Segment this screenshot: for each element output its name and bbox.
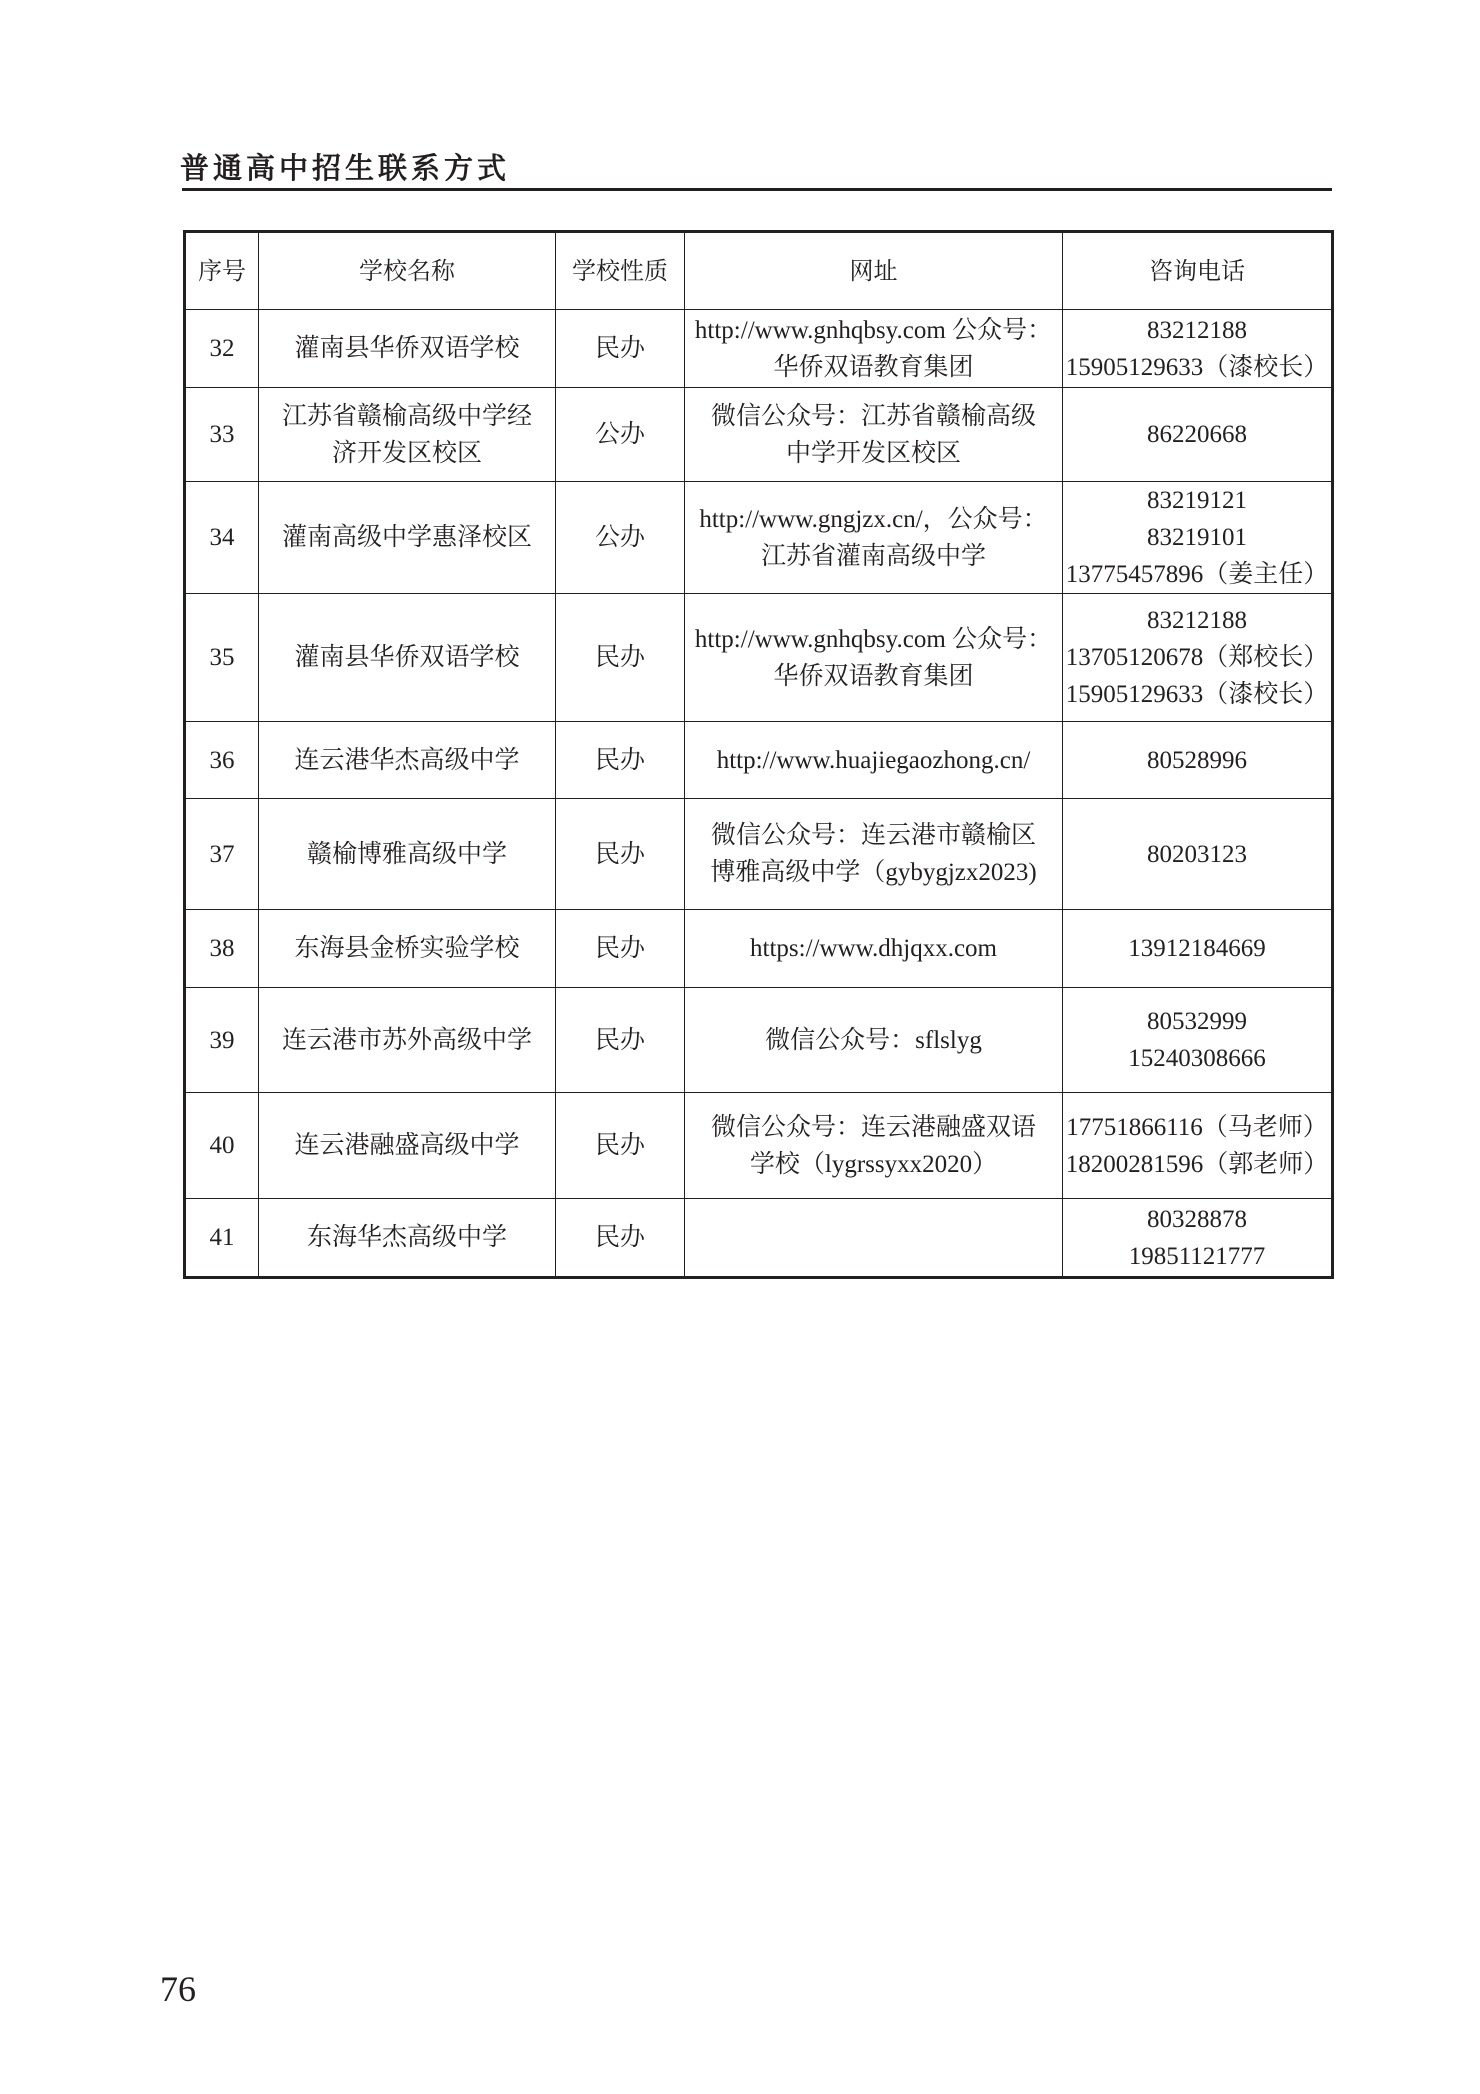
cell-phone bbox=[1063, 910, 1333, 988]
cell-phone-line: 80532999 bbox=[1147, 1008, 1247, 1035]
cell-website-line: http://www.gnhqbsy.com 公众号： bbox=[694, 316, 1053, 344]
cell-no: 41 bbox=[185, 1199, 259, 1278]
table-header-row bbox=[185, 232, 1333, 310]
cell-no: 40 bbox=[185, 1093, 259, 1199]
column-header-no: 序号 bbox=[185, 232, 259, 310]
cell-school-name-line: 东海县金桥实验学校 bbox=[294, 935, 520, 962]
cell-website-line: 微信公众号：连云港市赣榆区 bbox=[710, 822, 1036, 849]
column-header-website: 网址 bbox=[685, 232, 1063, 310]
cell-phone-line: 18200281596（郭老师） bbox=[1065, 1150, 1329, 1178]
cell-no: 35 bbox=[185, 594, 259, 722]
cell-phone bbox=[1063, 594, 1333, 722]
cell-phone-line: 17751866116（马老师） bbox=[1066, 1113, 1328, 1141]
table-row bbox=[185, 799, 1333, 910]
cell-school-name-line: 灌南县华侨双语学校 bbox=[294, 335, 520, 362]
cell-phone bbox=[1063, 722, 1333, 799]
table-row bbox=[185, 482, 1333, 594]
cell-phone bbox=[1063, 388, 1333, 482]
cell-website bbox=[685, 799, 1063, 910]
cell-website-line: http://www.gnhqbsy.com 公众号： bbox=[694, 625, 1053, 653]
cell-website bbox=[685, 1199, 1063, 1278]
cell-phone bbox=[1063, 988, 1333, 1093]
cell-school-name bbox=[259, 988, 556, 1093]
cell-school-name bbox=[259, 1199, 556, 1278]
column-header-name: 学校名称 bbox=[259, 232, 556, 310]
cell-phone-line: 13775457896（姜主任） bbox=[1065, 561, 1329, 588]
cell-phone-line: 80203123 bbox=[1147, 840, 1247, 868]
cell-website-line: 江苏省灌南高级中学 bbox=[760, 542, 986, 570]
cell-website-line: 微信公众号：连云港融盛双语 bbox=[710, 1113, 1036, 1141]
cell-website-line: 微信公众号：sflslyg bbox=[765, 1026, 982, 1054]
cell-website bbox=[685, 722, 1063, 799]
cell-school-name bbox=[259, 799, 556, 910]
cell-phone bbox=[1063, 799, 1333, 910]
column-header-phone: 咨询电话 bbox=[1063, 232, 1333, 310]
cell-phone-line: 80528996 bbox=[1147, 746, 1247, 774]
cell-website-line: 华侨双语教育集团 bbox=[773, 662, 974, 690]
cell-website bbox=[685, 988, 1063, 1093]
cell-school-name bbox=[259, 722, 556, 799]
cell-website-line: 华侨双语教育集团 bbox=[773, 353, 974, 381]
cell-school-name-line: 连云港融盛高级中学 bbox=[294, 1132, 520, 1159]
cell-school-type: 民办 bbox=[556, 910, 685, 988]
cell-school-name-line: 灌南高级中学惠泽校区 bbox=[281, 524, 532, 551]
cell-no: 37 bbox=[185, 799, 259, 910]
table-row bbox=[185, 910, 1333, 988]
cell-website-line: 中学开发区校区 bbox=[785, 439, 961, 467]
cell-no: 39 bbox=[185, 988, 259, 1093]
cell-website bbox=[685, 482, 1063, 594]
header-rule bbox=[182, 188, 1332, 191]
column-header-type: 学校性质 bbox=[556, 232, 685, 310]
cell-phone-line: 15905129633（漆校长） bbox=[1065, 681, 1329, 708]
cell-phone-line: 15905129633（漆校长） bbox=[1065, 353, 1329, 381]
table-row bbox=[185, 310, 1333, 388]
cell-phone-line: 13705120678（郑校长） bbox=[1065, 644, 1329, 671]
cell-school-name bbox=[259, 482, 556, 594]
cell-website-line: 学校（lygrssyxx2020） bbox=[749, 1150, 998, 1178]
cell-school-type: 民办 bbox=[556, 1199, 685, 1278]
cell-website bbox=[685, 910, 1063, 988]
cell-phone-line: 83219121 bbox=[1147, 487, 1247, 514]
cell-website-line: https://www.dhjqxx.com bbox=[750, 935, 997, 962]
cell-website bbox=[685, 594, 1063, 722]
cell-school-name bbox=[259, 310, 556, 388]
cell-no: 36 bbox=[185, 722, 259, 799]
cell-phone bbox=[1063, 1093, 1333, 1199]
table-row bbox=[185, 1199, 1333, 1278]
cell-school-type: 民办 bbox=[556, 1093, 685, 1199]
contact-table bbox=[183, 230, 1334, 1279]
cell-school-name-line: 江苏省赣榆高级中学经 bbox=[281, 402, 532, 430]
cell-school-name-line: 东海华杰高级中学 bbox=[306, 1224, 507, 1251]
cell-no: 32 bbox=[185, 310, 259, 388]
cell-phone-line: 15240308666 bbox=[1128, 1045, 1266, 1072]
cell-website-line: http://www.gngjzx.cn/，公众号： bbox=[699, 505, 1048, 533]
cell-website-line: 微信公众号：江苏省赣榆高级 bbox=[710, 402, 1036, 430]
cell-school-name bbox=[259, 910, 556, 988]
cell-no: 33 bbox=[185, 388, 259, 482]
cell-school-name-line: 灌南县华侨双语学校 bbox=[294, 644, 520, 671]
cell-school-type: 民办 bbox=[556, 310, 685, 388]
page-number: 76 bbox=[160, 1969, 196, 2009]
cell-website-line: 博雅高级中学（gybygjzx2023) bbox=[710, 859, 1037, 886]
cell-phone-line: 86220668 bbox=[1147, 421, 1247, 448]
cell-school-name-line: 济开发区校区 bbox=[331, 439, 482, 467]
cell-no: 34 bbox=[185, 482, 259, 594]
cell-website bbox=[685, 310, 1063, 388]
cell-school-type: 公办 bbox=[556, 388, 685, 482]
cell-website bbox=[685, 388, 1063, 482]
table-row bbox=[185, 594, 1333, 722]
cell-school-name-line: 连云港华杰高级中学 bbox=[294, 746, 520, 774]
cell-school-name-line: 赣榆博雅高级中学 bbox=[306, 840, 507, 868]
cell-phone-line: 80328878 bbox=[1147, 1205, 1247, 1233]
table-row bbox=[185, 722, 1333, 799]
cell-phone bbox=[1063, 310, 1333, 388]
cell-phone-line: 19851121777 bbox=[1128, 1242, 1266, 1270]
table-row bbox=[185, 388, 1333, 482]
table-row bbox=[185, 1093, 1333, 1199]
cell-school-name bbox=[259, 594, 556, 722]
cell-phone-line: 83212188 bbox=[1147, 607, 1247, 634]
cell-school-name-line: 连云港市苏外高级中学 bbox=[281, 1026, 532, 1054]
cell-school-type: 民办 bbox=[556, 722, 685, 799]
page-header-title: 普通高中招生联系方式 bbox=[180, 151, 511, 185]
cell-school-type: 民办 bbox=[556, 988, 685, 1093]
cell-phone-line: 13912184669 bbox=[1128, 935, 1266, 962]
cell-phone bbox=[1063, 482, 1333, 594]
cell-phone bbox=[1063, 1199, 1333, 1278]
cell-no: 38 bbox=[185, 910, 259, 988]
cell-phone-line: 83219101 bbox=[1147, 524, 1247, 551]
cell-school-name bbox=[259, 388, 556, 482]
cell-school-name bbox=[259, 1093, 556, 1199]
cell-website-line: http://www.huajiegaozhong.cn/ bbox=[716, 746, 1031, 774]
table-row bbox=[185, 988, 1333, 1093]
cell-school-type: 公办 bbox=[556, 482, 685, 594]
cell-school-type: 民办 bbox=[556, 799, 685, 910]
cell-school-type: 民办 bbox=[556, 594, 685, 722]
cell-phone-line: 83212188 bbox=[1147, 316, 1247, 344]
cell-website bbox=[685, 1093, 1063, 1199]
